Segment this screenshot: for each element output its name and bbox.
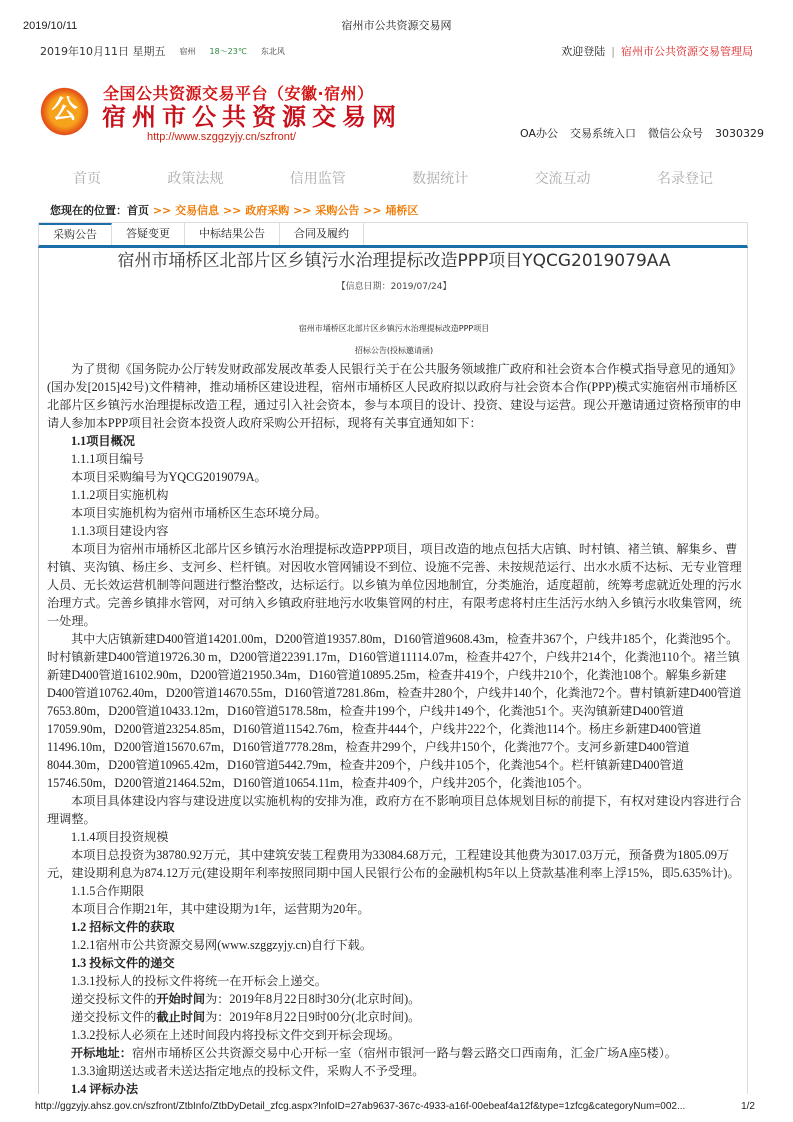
- tab-procurement-notice[interactable]: 采购公告: [39, 223, 112, 245]
- nav-registry[interactable]: 名录登记: [656, 171, 713, 187]
- section-heading: 1.4 评标办法: [71, 1082, 139, 1096]
- text-span: 递交投标文件的: [71, 992, 157, 1006]
- breadcrumb-trade-info[interactable]: >> 交易信息: [152, 204, 220, 217]
- paragraph: 1.3.3逾期送达或者未送达指定地点的投标文件，采购人不予受理。: [71, 1064, 425, 1078]
- paragraph: 本项目总投资为38780.92万元，其中建筑安装工程费用为33084.68万元，工程建设其他费为3017.03万元，预备费为1805.09万元，建设期利息为874.12万元(建设期年利率按照同期中国人民银行公布的金融机构5年以上贷款基准利率上浮15%，即5.635%计)。: [47, 848, 740, 880]
- paragraph: 本项目合作期21年，其中建设期为1年，运营期为20年。: [71, 902, 370, 916]
- article-content: [38, 248, 748, 1094]
- breadcrumb-yongqiao[interactable]: >> 埇桥区: [363, 204, 419, 217]
- paragraph: 1.1.2项目实施机构: [71, 488, 169, 502]
- section-heading: 1.1项目概况: [71, 434, 135, 448]
- paragraph: [47, 1008, 747, 1026]
- current-date: 2019年10月11日 星期五: [40, 45, 166, 58]
- oa-link[interactable]: OA办公: [520, 127, 558, 140]
- print-footer-url: http://ggzyjy.ahsz.gov.cn/szfront/ZtbInfo/ZtbDyDetail_zfcg.aspx?InfoID=27ab9637-367c-4933-a16f-00ebeaf4a12f&type=1zfcg&categoryNum=002...: [35, 1101, 686, 1112]
- paragraph: 本项目具体建设内容与建设进度以实施机构的安排为准，政府方在不影响项目总体规划目标的前提下，有权对建设内容进行合理调整。: [47, 794, 742, 826]
- section-heading: 1.3 投标文件的递交: [71, 956, 175, 970]
- weather-wind: 东北风: [260, 47, 285, 56]
- login-bar: [561, 45, 753, 59]
- paragraph: 其中大店镇新建D400管道14201.00m，D200管道19357.80m，D160管道9608.43m，检查井367个，户线井185个，化粪池95个。时村镇新建D400管道19726.30 m，D200管道22391.17m，D160管道11114.07m，检查井427个，户线井214个，化粪池110个。褚兰镇新建D400管道16102.90m，D200管道21950.34m，D160管道10895.25m，检查井419个，户线井210个，化粪池108个。解集乡新建D400管道10762.40m，D200管道14670.55m，D160管道7281.86m，检查井280个，户线井140个，化粪池72个。曹村镇新建D400管道7653.80m，D200管道10433.12m，D160管道5178.58m，检查井199个，户线井149个，化粪池51个。夹沟镇新建D400管道17059.90m，D200管道23254.85m，D160管道11542.76m，检查井444个，户线井222个，化粪池114个。杨庄乡新建D400管道11496.10m，D200管道15670.67m，D160管道7778.28m，检查井299个，户线井150个，化粪池77个。支河乡新建D400管道8044.30m，D200管道10965.42m，D160管道5442.79m，检查井209个，户线井105个，化粪池54个。栏杆镇新建D400管道15746.50m，D200管道21464.52m，D160管道10654.11m，检查井409个，户线井205个，化粪池105个。: [47, 632, 742, 790]
- paragraph: [47, 1044, 747, 1062]
- article-subtitle: 宿州市埇桥区北部片区乡镇污水治理提标改造PPP项目: [298, 324, 490, 333]
- paragraph: 本项目实施机构为宿州市埇桥区生态环境分局。: [71, 506, 327, 520]
- nav-statistics[interactable]: 数据统计: [412, 171, 469, 187]
- paragraph: 1.3.2投标人必须在上述时间段内将投标文件交到开标会现场。: [71, 1028, 401, 1042]
- site-logo-icon[interactable]: [38, 85, 91, 138]
- trade-system-link[interactable]: 交易系统入口: [570, 127, 636, 140]
- paragraph: 本项目采购编号为YQCG2019079A。: [71, 470, 267, 484]
- bold-label: 截止时间: [156, 1010, 206, 1024]
- separator: |: [611, 45, 615, 58]
- breadcrumb-home[interactable]: 首页: [127, 204, 149, 217]
- print-title: 宿州市公共资源交易网: [341, 19, 452, 32]
- tab-clarification[interactable]: 答疑变更: [112, 223, 185, 245]
- tab-award-result[interactable]: 中标结果公告: [185, 223, 280, 245]
- tab-bar: [38, 222, 748, 248]
- wechat-link[interactable]: 微信公众号: [648, 127, 703, 140]
- text-span: 递交投标文件的: [71, 1010, 157, 1024]
- print-date: 2019/10/11: [23, 20, 78, 32]
- welcome-login-link[interactable]: 欢迎登陆: [561, 45, 606, 58]
- quick-links: [520, 127, 764, 141]
- agency-link[interactable]: 宿州市公共资源交易管理局: [621, 45, 753, 58]
- top-info-bar: [40, 45, 285, 59]
- nav-home[interactable]: 首页: [73, 171, 101, 187]
- brand-platform-name: 全国公共资源交易平台（安徽·宿州）: [103, 84, 374, 103]
- paragraph: 本项目为宿州市埇桥区北部片区乡镇污水治理提标改造PPP项目，项目改造的地点包括大店镇、时村镇、褚兰镇、解集乡、曹村镇、夹沟镇、杨庄乡、支河乡、栏杆镇。对因收水管网铺设不到位、设施不完善、未按规范运行、出水水质不达标、无专业管理人员、无长效运营机制等问题进行整治整改，达标运行。以乡镇为单位因地制宜，分类施治，适度超前，统筹考虑就近处理的污水治理方式。完善乡镇排水管网，对可纳入乡镇政府驻地污水收集管网的村庄，有限考虑将村庄生活污水纳入乡镇污水收集管网，统一处理。: [47, 542, 742, 628]
- paragraph: 1.3.1投标人的投标文件将统一在开标会上递交。: [71, 974, 327, 988]
- breadcrumb: [50, 204, 418, 218]
- main-nav: [38, 170, 748, 188]
- bold-label: 开始时间: [156, 992, 206, 1006]
- paragraph: 1.2.1宿州市公共资源交易网(www.szggzyjy.cn)自行下载。: [71, 938, 373, 952]
- breadcrumb-gov-procurement[interactable]: >> 政府采购: [222, 204, 290, 217]
- text-span: 为：2019年8月22日9时00分(北京时间)。: [205, 1010, 421, 1024]
- paragraph: 为了贯彻《国务院办公厅转发财政部发展改革委人民银行关于在公共服务领域推广政府和社会资本合作模式指导意见的通知》(国办发[2015]42号)文件精神，推动埇桥区建设进程，宿州市埇桥区人民政府拟以政府与社会资本合作(PPP)模式实施宿州市埇桥区北部片区乡镇污水治理提标改造工程，通过引入社会资本，参与本项目的设计、投资、建设与运营。现公开邀请通过资格预审的申请人参加本PPP项目社会资本投资人政府采购公开招标，现将有关事宜通知如下：: [47, 362, 742, 430]
- nav-interaction[interactable]: 交流互动: [534, 171, 591, 187]
- paragraph: 1.1.1项目编号: [71, 452, 145, 466]
- article-subtitle-2: 招标公告(投标邀请函): [354, 346, 434, 355]
- article-body: [47, 360, 747, 1098]
- info-date: 【信息日期：2019/07/24】: [336, 282, 452, 292]
- breadcrumb-procurement-notice[interactable]: >> 采购公告: [293, 204, 360, 217]
- weather-temp: 18～23℃: [209, 47, 247, 56]
- brand-site-name: 宿州市公共资源交易网: [102, 103, 402, 131]
- section-heading: 1.2 招标文件的获取: [71, 920, 175, 934]
- paragraph: 1.1.4项目投资规模: [71, 830, 169, 844]
- article-title: 宿州市埇桥区北部片区乡镇污水治理提标改造PPP项目YQCG2019079AA: [117, 251, 671, 271]
- print-page-number: 1/2: [741, 1101, 755, 1112]
- paragraph: [47, 990, 747, 1008]
- nav-credit[interactable]: 信用监管: [289, 171, 346, 187]
- brand-url: http://www.szggzyjy.cn/szfront/: [147, 131, 296, 143]
- tab-contract[interactable]: 合同及履约: [280, 223, 364, 245]
- phone-number: 3030329: [715, 127, 764, 140]
- paragraph: 1.1.3项目建设内容: [71, 524, 169, 538]
- breadcrumb-label: 您现在的位置：: [50, 204, 127, 217]
- weather-city: 宿州: [179, 47, 196, 56]
- nav-policy[interactable]: 政策法规: [167, 171, 224, 187]
- logo-glyph: 公: [51, 95, 78, 125]
- text-span: 为：2019年8月22日8时30分(北京时间)。: [205, 992, 421, 1006]
- text-span: 宿州市埇桥区公共资源交易中心开标一室（宿州市银河一路与磐云路交口西南角，汇金广场A座5楼）。: [131, 1046, 677, 1060]
- bold-label: 开标地址：: [71, 1046, 132, 1060]
- paragraph: 1.1.5合作期限: [71, 884, 145, 898]
